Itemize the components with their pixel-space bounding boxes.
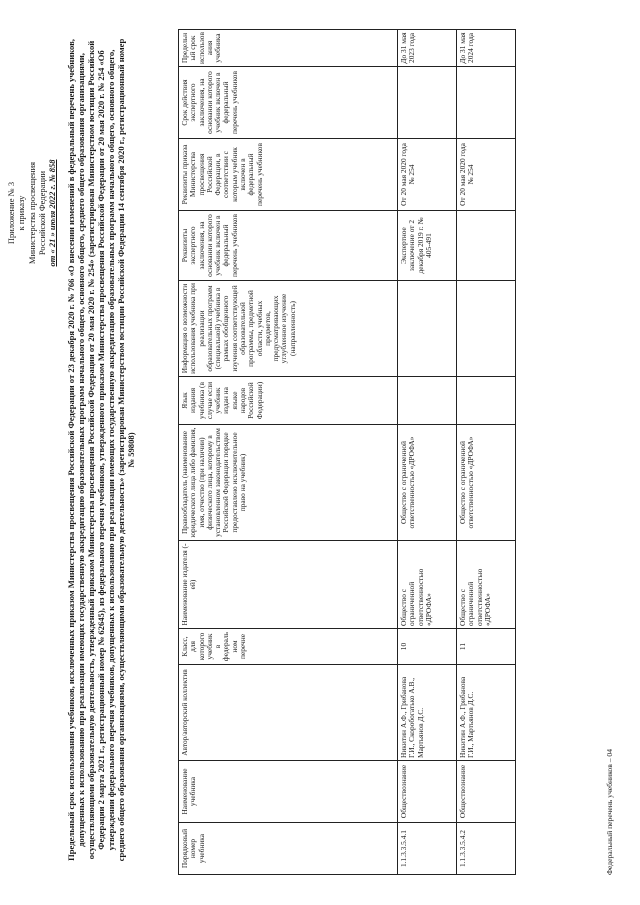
appendix-line: Министерства просвещения (26, 161, 37, 265)
appendix-date-line: от « 21 » июля 2022 г. № 858 (47, 159, 58, 267)
table-cell: Никитин А.Ф., Грибанова Г.И., Скоробогатько А.В., Мартьянов Д.С. (398, 665, 457, 761)
appendix-line: к приказу (16, 195, 27, 231)
table-cell: Общество с ограниченной ответственностью «ДРОФА» (398, 425, 457, 541)
table-cell (457, 281, 516, 377)
table-cell: 11 (457, 629, 516, 665)
table-row (457, 30, 516, 875)
header-cell: Информация о возможности использования учебника при реализации образовательных программ (специальной) учебника в рамках обобщенного изучения соответствующей образовательной программы, предметной области, учебных предметов, предусматривающих углубленное изучение (направленность) (179, 281, 398, 377)
table-cell: До 31 мая 2023 года (398, 30, 457, 67)
table-cell (398, 67, 457, 139)
table-header-row (179, 30, 398, 875)
table-cell (398, 281, 457, 377)
header-cell: Наименование учебника (179, 761, 398, 823)
table-cell: Обществознание (398, 761, 457, 823)
header-cell: Наименование издателя (-ей) (179, 541, 398, 629)
table-cell: Экспертное заключение от 2 декабря 2019 г. № 405-491 (398, 211, 457, 281)
table-cell: От 20 мая 2020 года № 254 (457, 139, 516, 211)
table-cell: Общество с ограниченной ответственностью «ДРОФА» (457, 541, 516, 629)
table-cell (457, 377, 516, 425)
table-cell (457, 67, 516, 139)
header-cell: Автор/авторский коллектив (179, 665, 398, 761)
table-cell: До 31 мая 2024 года (457, 30, 516, 67)
header-cell: Порядковый номер учебника (179, 823, 398, 875)
table-cell (398, 377, 457, 425)
table-cell: 10 (398, 629, 457, 665)
appendix-line: Российской Федерации (37, 170, 48, 256)
table-cell: От 20 мая 2020 года № 254 (398, 139, 457, 211)
appendix-line: Приложение № 3 (6, 181, 16, 245)
table-cell: 1.1.3.3.5.4.2 (457, 823, 516, 875)
appendix-block (6, 148, 58, 278)
page-footer: Федеральный перечень учебников – 04 (605, 749, 614, 875)
document-heading: Предельный срок использования учебников, исключенных приказом Министерства просвещения Российской Федерации от 23 декабря 2020 г. № 766 «О внесении изменений в федеральный перечень учебников, допущенных к использованию при реализации имеющих государственную аккредитацию образовательных программ начального общего, основного общего, среднего общего образования организациями, осуществляющими образовательную деятельность, утвержденный приказом Министерства просвещения Российской Федерации от 20 мая 2020 г. № 254» (зарегистрирован Министерством юстиции Российской Федерации 2 марта 2021 г., регистрационный номер № 62645), из федерального перечня учебников, утвержденного приказом Министерства просвещения Российской Федерации от 20 мая 2020 г. № 254 «Об утверждении федерального перечня учебников, допущенных к использованию при реализации имеющих государственную аккредитацию образовательных программ начального общего, основного общего, среднего общего образования организациями, осуществляющими образовательную деятельность» (зарегистрирован Министерством юстиции Российской Федерации 14 сентября 2020 г., регистрационный номер № 59808) (66, 38, 137, 862)
table-cell: 1.1.3.3.5.4.1 (398, 823, 457, 875)
table-row (398, 30, 457, 875)
header-cell: Предельный срок использования учебника (179, 30, 398, 67)
header-cell: Срок действия экспертного заключения, на основании которого учебник включен в федеральный перечень учебников (179, 67, 398, 139)
header-cell: Язык издания учебника (в случае если учебник издан на языке народов Российской Федерации) (179, 377, 398, 425)
table-cell (457, 211, 516, 281)
textbook-table (178, 29, 516, 875)
table-cell: Общество с ограниченной ответственностью «ДРОФА» (457, 425, 516, 541)
table-cell: Общество с ограниченной ответственностью «ДРОФА» (398, 541, 457, 629)
header-cell: Класс, для которого учебник в федеральном перечне (179, 629, 398, 665)
table-cell: Обществознание (457, 761, 516, 823)
table-cell: Никитин А.Ф., Грибанова Г.И., Мартьянов Д.С. (457, 665, 516, 761)
header-cell: Реквизиты экспертного заключения, на основании которого учебник включен в федеральный перечень учебников (179, 211, 398, 281)
header-cell: Реквизиты приказа Министерства просвещения Российской Федерации, в соответствии с которым учебник включен в федеральный перечень учебников (179, 139, 398, 211)
header-cell: Правообладатель (наименование юридического лица либо фамилия, имя, отчество (при наличии) физического лица, которому в установленном законодательством Российской Федерации порядке предоставлено исключительное право на учебник) (179, 425, 398, 541)
